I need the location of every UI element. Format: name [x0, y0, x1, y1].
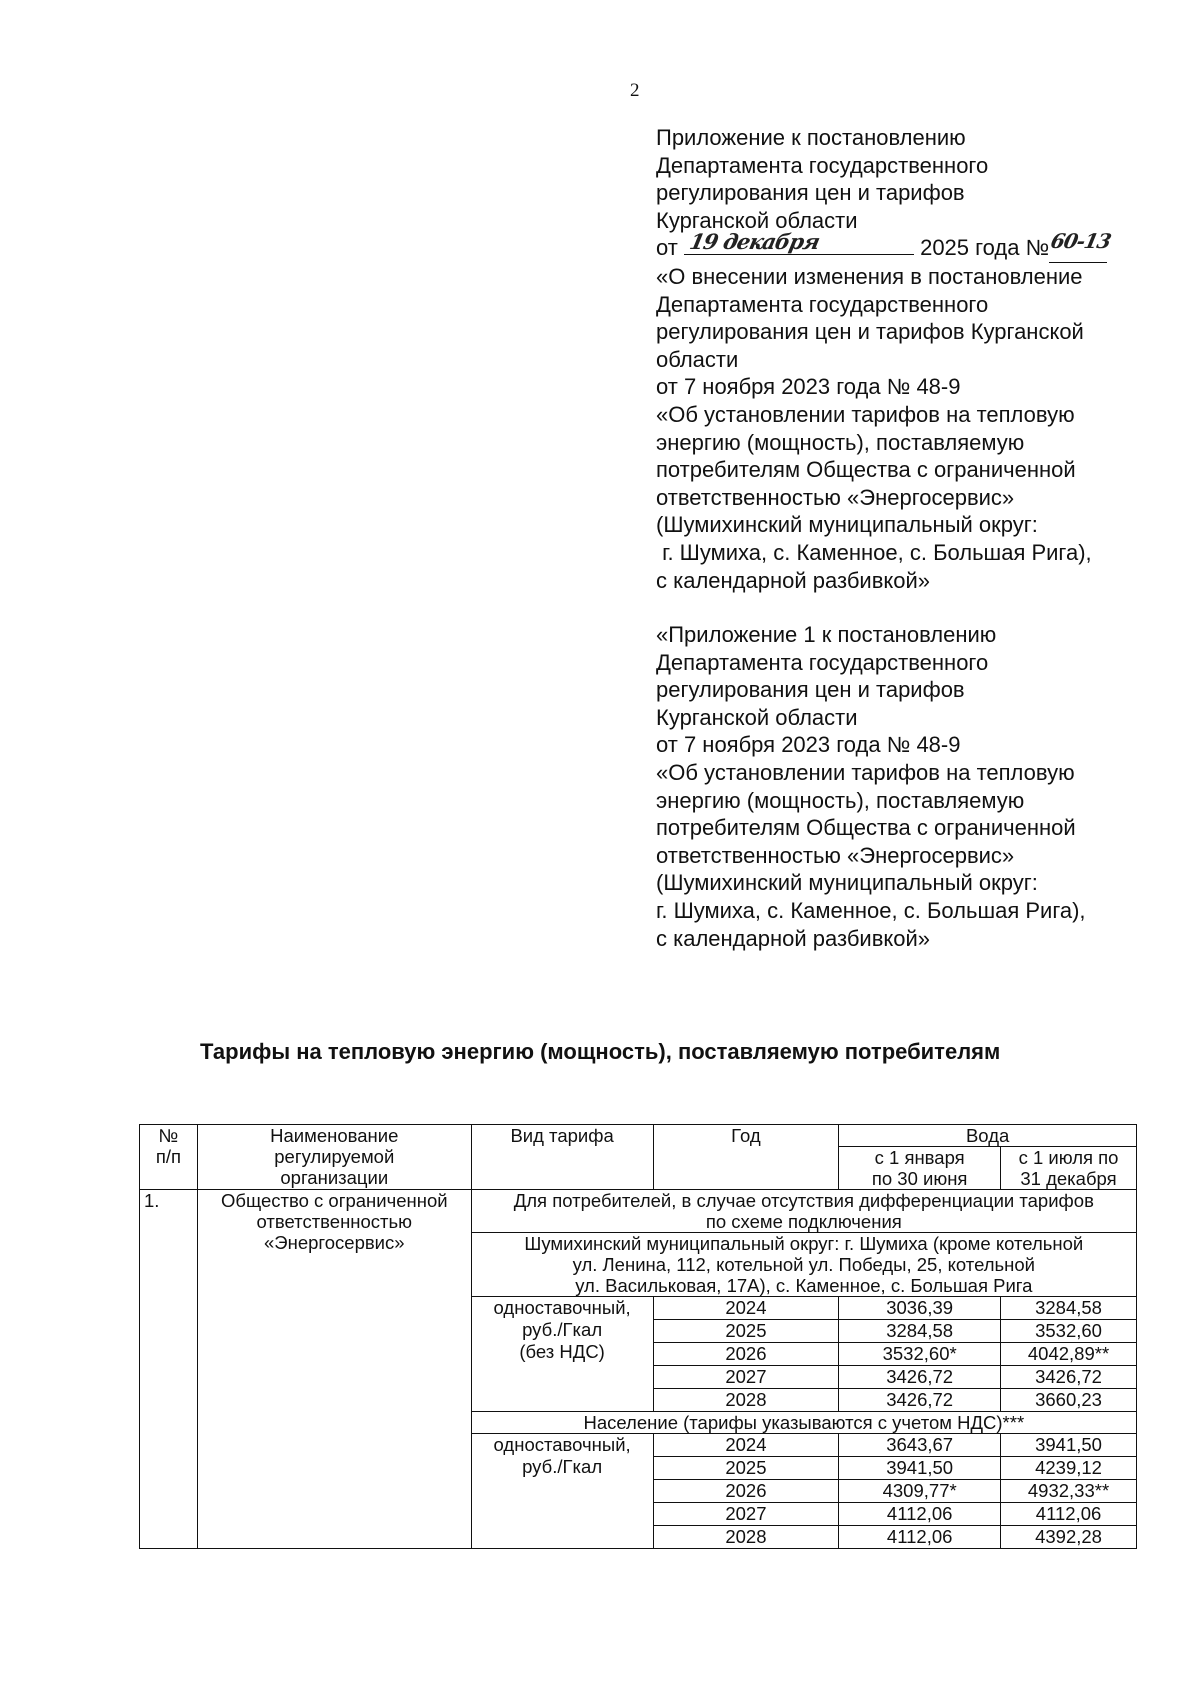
tariff-type-1: одноставочный, руб./Гкал (без НДС)	[471, 1297, 653, 1412]
cell-value: 3426,72	[839, 1389, 1001, 1412]
cell-year: 2025	[653, 1457, 839, 1480]
appendix-header	[656, 124, 1176, 952]
row-number: 1.	[140, 1190, 198, 1549]
handwritten-date: 19 декабря	[687, 229, 822, 255]
date-blank	[684, 229, 914, 255]
cell-value: 3426,72	[1001, 1366, 1137, 1389]
cell-value: 3284,58	[1001, 1297, 1137, 1320]
appendix-line: области	[656, 346, 739, 372]
cell-value: 4112,06	[839, 1526, 1001, 1549]
section-population: Население (тарифы указываются с учетом НДС)***	[471, 1412, 1136, 1434]
appendix-line: Департамента государственного	[656, 152, 989, 178]
cell-year: 2024	[653, 1434, 839, 1457]
appendix-line: Приложение к постановлению	[656, 125, 966, 150]
number-blank	[1048, 229, 1113, 263]
page-number: 2	[630, 80, 640, 101]
tariff-table	[139, 1124, 1137, 1549]
cell-year: 2028	[653, 1389, 839, 1412]
appendix-line: от 7 ноября 2023 года № 48-9	[656, 732, 961, 758]
cell-value: 3532,60*	[839, 1343, 1001, 1366]
cell-value: 3532,60	[1001, 1320, 1137, 1343]
header-period-2: с 1 июля по 31 декабря	[1001, 1147, 1137, 1190]
appendix-line: «Об установлении тарифов на тепловую	[656, 760, 1075, 786]
cell-year: 2026	[653, 1343, 839, 1366]
cell-year: 2024	[653, 1297, 839, 1320]
cell-year: 2026	[653, 1480, 839, 1503]
appendix-line: регулирования цен и тарифов Курганской	[656, 319, 1084, 345]
section-general: Для потребителей, в случае отсутствия дифференциации тарифов по схеме подключения	[471, 1190, 1136, 1233]
appendix-line: «Приложение 1 к постановлению	[656, 622, 997, 648]
year-text: 2025 года №	[920, 235, 1050, 261]
cell-year: 2027	[653, 1366, 839, 1389]
cell-value: 3941,50	[1001, 1434, 1137, 1457]
org-name: Общество с ограниченной ответственностью «Энергосервис»	[197, 1190, 471, 1549]
appendix-line: Курганской области	[656, 207, 858, 233]
cell-value: 4112,06	[1001, 1503, 1137, 1526]
cell-value: 3660,23	[1001, 1389, 1137, 1412]
cell-value: 3284,58	[839, 1320, 1001, 1343]
header-water: Вода	[839, 1125, 1137, 1147]
handwritten-number: 60-13	[1048, 229, 1113, 254]
appendix-line: г. Шумиха, с. Каменное, с. Большая Рига),	[656, 898, 1086, 924]
appendix-line: потребителям Общества с ограниченной	[656, 457, 1076, 483]
cell-value: 4239,12	[1001, 1457, 1137, 1480]
header-period-1: с 1 января по 30 июня	[839, 1147, 1001, 1190]
cell-year: 2027	[653, 1503, 839, 1526]
appendix-line: потребителям Общества с ограниченной	[656, 815, 1076, 841]
appendix-line: Департамента государственного	[656, 649, 989, 675]
appendix-line: энергию (мощность), поставляемую	[656, 429, 1025, 455]
table-title: Тарифы на тепловую энергию (мощность), поставляемую потребителям	[200, 1039, 1001, 1064]
cell-value: 4112,06	[839, 1503, 1001, 1526]
appendix-line: (Шумихинский муниципальный округ:	[656, 870, 1038, 896]
appendix-line: с календарной разбивкой»	[656, 567, 931, 593]
header-num: № п/п	[140, 1125, 198, 1190]
decree-date-line	[656, 229, 1176, 263]
header-tariff-type: Вид тарифа	[471, 1125, 653, 1190]
appendix-line: г. Шумиха, с. Каменное, с. Большая Рига),	[656, 539, 1092, 565]
appendix-line: ответственностью «Энергосервис»	[656, 842, 1015, 868]
appendix-line: «Об установлении тарифов на тепловую	[656, 401, 1075, 427]
appendix-line: от 7 ноября 2023 года № 48-9	[656, 374, 961, 400]
header-org: Наименование регулируемой организации	[197, 1125, 471, 1190]
appendix-line: энергию (мощность), поставляемую	[656, 787, 1025, 813]
cell-value: 3643,67	[839, 1434, 1001, 1457]
cell-value: 3941,50	[839, 1457, 1001, 1480]
cell-value: 4932,33**	[1001, 1480, 1137, 1503]
cell-value: 4392,28	[1001, 1526, 1137, 1549]
appendix-line: регулирования цен и тарифов	[656, 677, 965, 703]
appendix-line: ответственностью «Энергосервис»	[656, 484, 1015, 510]
from-prefix: от	[656, 235, 678, 261]
header-year: Год	[653, 1125, 839, 1190]
appendix-line: регулирования цен и тарифов	[656, 180, 965, 206]
territory: Шумихинский муниципальный округ: г. Шумиха (кроме котельной ул. Ленина, 112, котельной ул. Победы, 25, котельной ул. Васильковая, 17А), с. Каменное, с. Большая Рига	[471, 1233, 1136, 1297]
cell-value: 3426,72	[839, 1366, 1001, 1389]
cell-value: 4042,89**	[1001, 1343, 1137, 1366]
cell-value: 4309,77*	[839, 1480, 1001, 1503]
cell-year: 2028	[653, 1526, 839, 1549]
appendix-line: с календарной разбивкой»	[656, 925, 931, 951]
appendix-line: Департамента государственного	[656, 291, 989, 317]
tariff-type-2: одноставочный, руб./Гкал	[471, 1434, 653, 1549]
cell-value: 3036,39	[839, 1297, 1001, 1320]
cell-year: 2025	[653, 1320, 839, 1343]
appendix-line: Курганской области	[656, 704, 858, 730]
appendix-line: (Шумихинский муниципальный округ:	[656, 512, 1038, 538]
appendix-line: «О внесении изменения в постановление	[656, 263, 1083, 289]
